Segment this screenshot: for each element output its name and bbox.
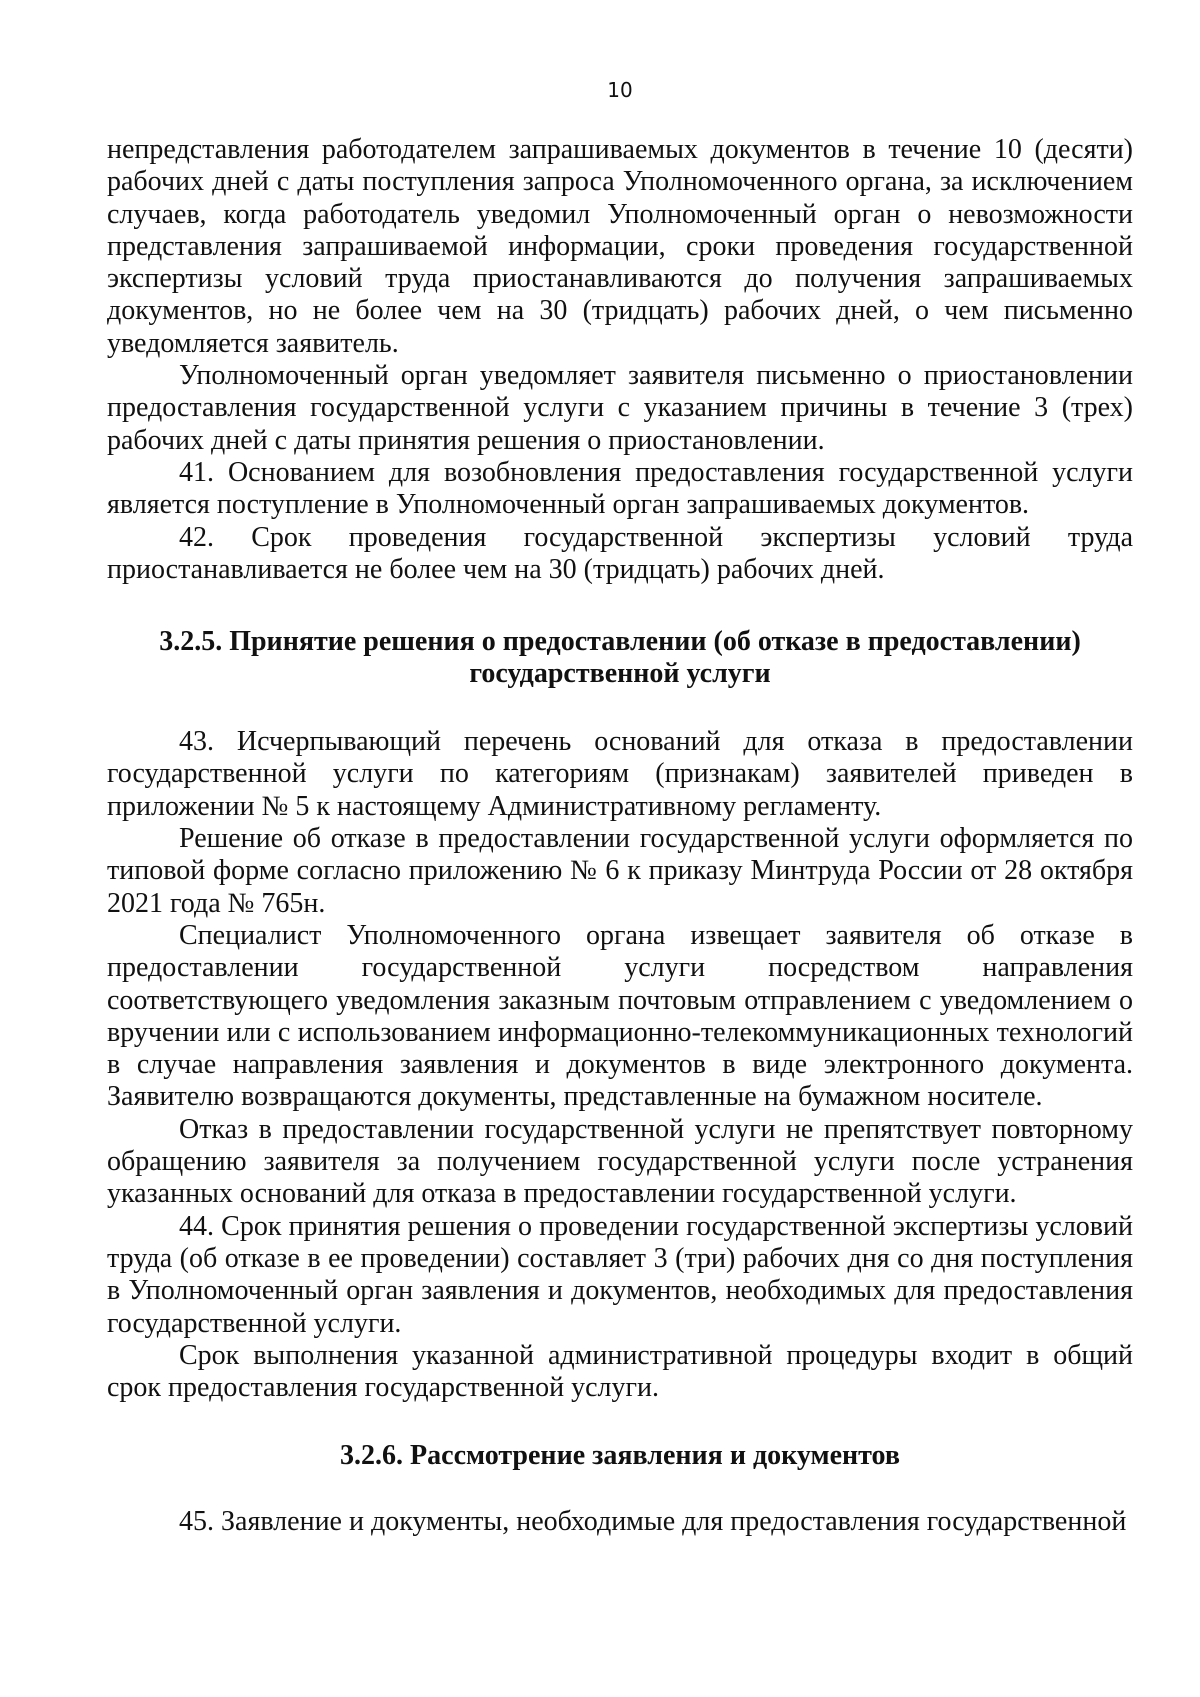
paragraph-45: 45. Заявление и документы, необходимые для предоставления государственной — [179, 1506, 1127, 1538]
paragraph-41: 41. Основанием для возобновления предоставления государственной услуги является поступление в Уполномоченный орган запрашиваемых документов. — [107, 456, 1133, 521]
paragraph-42: 42. Срок проведения государственной экспертизы условий труда приостанавливается не более чем на 30 (тридцать) рабочих дней. — [107, 521, 1133, 585]
section-heading-3-2-5 — [107, 626, 1133, 690]
paragraph-suspension-notice: Уполномоченный орган уведомляет заявителя письменно о приостановлении предоставления государственной услуги с указанием причины в течение 3 (трех) рабочих дней с даты принятия решения о приостановлении. — [107, 360, 1133, 456]
section-heading-3-2-5-line1: 3.2.5. Принятие решения о предоставлении (об отказе в предоставлении) — [159, 626, 1081, 658]
paragraph-repeat-request: Отказ в предоставлении государственной услуги не препятствует повторному обращению заявителя за получением государственной услуги после устранения указанных оснований для отказа в предоставлении государственной услуги. — [107, 1113, 1133, 1210]
paragraph-continuation: непредставления работодателем запрашиваемых документов в течение 10 (десяти) рабочих дней с даты поступления запроса Уполномоченного органа, за исключением случаев, когда работодатель уведомил Уполномоченный орган о невозможности представления запрашиваемой информации, сроки проведения государственной экспертизы условий труда приостанавливаются до получения запрашиваемых документов, но не более чем на 30 (тридцать) рабочих дней, о чем письменно уведомляется заявитель. — [107, 134, 1133, 359]
paragraph-procedure-term: Срок выполнения указанной административной процедуры входит в общий срок предоставления государственной услуги. — [107, 1339, 1133, 1404]
paragraph-43: 43. Исчерпывающий перечень оснований для отказа в предоставлении государственной услуги по категориям (признакам) заявителей приведен в приложении № 5 к настоящему Административному регламенту. — [107, 726, 1133, 822]
paragraph-44: 44. Срок принятия решения о проведении государственной экспертизы условий труда (об отказе в ее проведении) составляет 3 (три) рабочих дня со дня поступления в Уполномоченный орган заявления и документов, необходимых для предоставления государственной услуги. — [107, 1210, 1133, 1339]
page-number: 10 — [607, 78, 633, 102]
section-heading-3-2-6: 3.2.6. Рассмотрение заявления и документов — [340, 1440, 900, 1472]
paragraph-refusal-form: Решение об отказе в предоставлении государственной услуги оформляется по типовой форме согласно приложению № 6 к приказу Минтруда России от 28 октября 2021 года № 765н. — [107, 823, 1133, 919]
document-page — [107, 80, 1133, 1539]
section-heading-3-2-5-line2: государственной услуги — [469, 658, 771, 690]
paragraph-specialist-notice: Специалист Уполномоченного органа извещает заявителя об отказе в предоставлении государственной услуги посредством направления соответствующего уведомления заказным почтовым отправлением с уведомлением о вручении или с использованием информационно-телекоммуникационных технологий в случае направления заявления и документов в виде электронного документа. Заявителю возвращаются документы, представленные на бумажном носителе. — [107, 919, 1133, 1113]
